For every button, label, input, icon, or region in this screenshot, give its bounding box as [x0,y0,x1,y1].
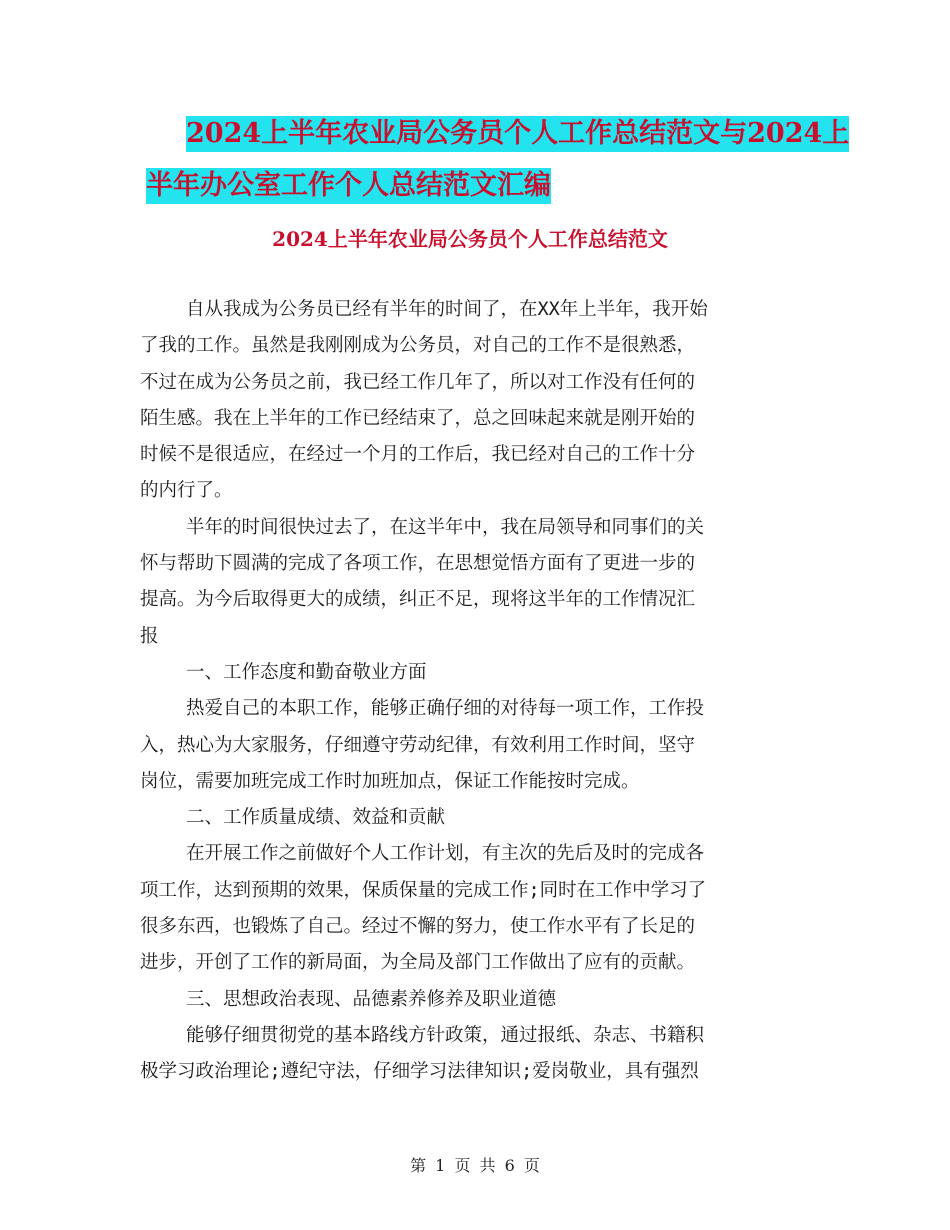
main-title-line-1-text: 2024上半年农业局公务员个人工作总结范文与2024上 [186,116,849,152]
section-heading: 一、工作态度和勤奋敬业方面 [186,661,427,683]
body-line: 能够仔细贯彻党的基本路线方针政策，通过报纸、杂志、书籍积 [186,1024,705,1046]
body-line: 很多东西，也锻炼了自己。经过不懈的努力，使工作水平有了长足的 [140,916,696,938]
page-footer: 第 1 页 共 6 页 [410,1156,540,1175]
body-line: 热爱自己的本职工作，能够正确仔细的对待每一项工作，工作投 [186,698,705,720]
body-line: 了我的工作。虽然是我刚刚成为公务员，对自己的工作不是很熟悉， [140,335,696,357]
body-line: 在开展工作之前做好个人工作计划，有主次的先后及时的完成各 [186,843,705,865]
body-line: 时候不是很适应，在经过一个月的工作后，我已经对自己的工作十分 [140,444,696,466]
section-title: 2024上半年农业局公务员个人工作总结范文 [272,227,668,251]
body-line: 自从我成为公务员已经有半年的时间了，在XX年上半年，我开始 [186,299,708,320]
body-line: 半年的时间很快过去了，在这半年中，我在局领导和同事们的关 [186,516,705,538]
body-text [140,292,805,1091]
body-line: 怀与帮助下圆满的完成了各项工作，在思想觉悟方面有了更进一步的 [140,553,696,575]
body-line: 进步，开创了工作的新局面，为全局及部门工作做出了应有的贡献。 [140,952,696,974]
section-heading: 三、思想政治表现、品德素养修养及职业道德 [186,988,557,1010]
body-line: 陌生感。我在上半年的工作已经结束了，总之回味起来就是刚开始的 [140,407,696,429]
main-title-line-2 [140,160,840,212]
body-line: 岗位，需要加班完成工作时加班加点，保证工作能按时完成。 [140,770,640,792]
document-main-title [140,108,850,212]
main-title-line-2-text: 半年办公室工作个人总结范文汇编 [146,168,551,204]
main-title-line-1 [140,108,850,160]
body-line: 极学习政治理论;遵纪守法，仔细学习法律知识;爱岗敬业，具有强烈 [140,1061,699,1083]
body-line: 项工作，达到预期的效果，保质保量的完成工作;同时在工作中学习了 [140,879,707,901]
body-line: 不过在成为公务员之前，我已经工作几年了，所以对工作没有任何的 [140,371,696,393]
body-line: 提高。为今后取得更大的成绩，纠正不足，现将这半年的工作情况汇 [140,589,696,611]
body-line: 的内行了。 [140,480,233,502]
body-line: 入，热心为大家服务，仔细遵守劳动纪律，有效利用工作时间，坚守 [140,734,696,756]
section-heading: 二、工作质量成绩、效益和贡献 [186,807,446,829]
body-line: 报 [140,625,159,647]
